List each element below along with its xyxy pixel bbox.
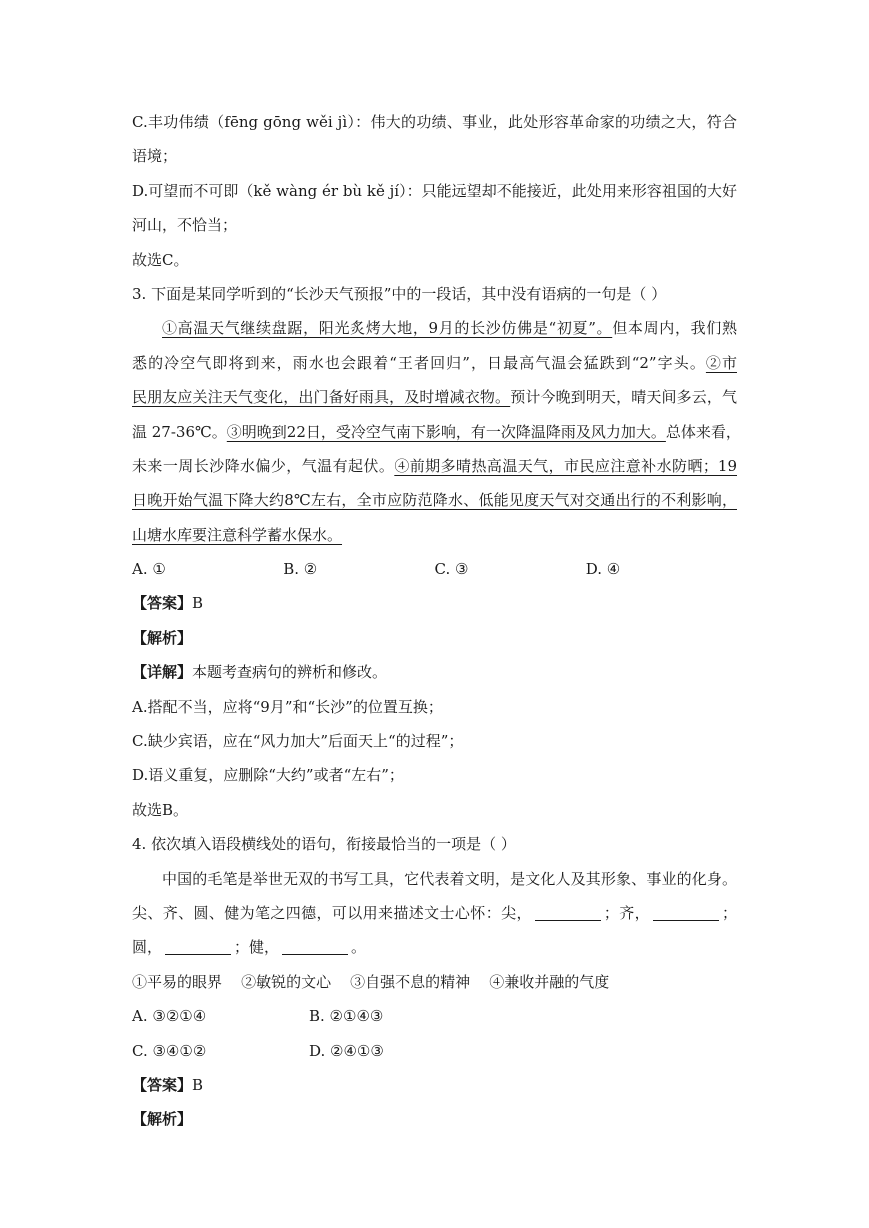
q4-stem: 4. 依次填入语段横线处的语句，衔接最恰当的一项是（ ） [132,835,516,854]
q3-passage-line [132,415,741,449]
q4-passage-line: 中国的毛笔是举世无双的书写工具，它代表着文明，是文化人及其形象、事业的化身。 [162,869,737,888]
passage-text: ；齐， [603,903,650,922]
q3-analysis-tag [132,621,737,655]
sentence-1: ①高温天气继续盘踞，阳光炙烤大地，9月的长沙仿佛是“初夏”。 [162,319,613,338]
q3-passage-line [132,346,737,380]
q3-option-c: C. ③ [434,560,469,579]
q4-analysis-tag [132,1102,737,1136]
passage-text: 温 27-36℃。 [132,422,227,441]
answer-value: B [192,1075,204,1094]
passage-text: 悉的冷空气即将到来，雨水也会跟着“王者回归”，日最高气温会猛跌到“2”字头。 [132,353,706,372]
q3-passage-line [132,449,737,483]
detail-tag: 【详解】 [132,663,193,682]
passage-text: 圆， [132,938,163,957]
q3-options [132,552,737,586]
q4-choices: ①平易的眼界 ②敏锐的文心 ③自强不息的精神 ④兼收并融的气度 [132,972,610,991]
detail-text: 本题考查病句的辨析和修改。 [192,663,388,682]
q4-option-c: C. ③④①② [132,1041,207,1060]
q3-passage-line [132,518,737,552]
analysis-tag: 【解析】 [132,628,193,647]
passage-text: 未来一周长沙降水偏少，气温有起伏。 [132,456,395,475]
q3-option-a: A. ① [132,560,166,579]
q2-option-c-explanation: C.丰功伟绩（fēng gōng wěi jì）：伟大的功绩、事业，此处形容革命家的功绩之大，符合 [132,113,737,131]
q4-passage-line [132,930,737,964]
sentence-2-cont: 民朋友应关注天气变化，出门备好雨具，及时增减衣物。 [132,388,511,407]
passage-text: 总体来看， [665,422,741,441]
q4-option-b: B. ②①④③ [309,1007,384,1026]
passage-text: ； [721,903,737,922]
q4-options-row-1 [132,999,737,1033]
answer-tag: 【答案】 [132,1075,193,1094]
q2-conclusion: 故选C。 [132,250,189,269]
sentence-4-cont: 山塘水库要注意科学蓄水保水。 [132,525,343,544]
sentence-4: ④前期多晴热高温天气，市民应注意补水防晒；19 [394,456,737,475]
q3-option-d: D. ④ [585,560,621,579]
q3-note-d: D.语义重复，应删除“大约”或者“左右”； [132,766,404,785]
sentence-2: ②市 [705,353,737,372]
blank-4 [282,932,348,955]
passage-text: 预计今晚到明天，晴天间多云，气 [510,388,737,407]
q4-option-a: A. ③②①④ [132,1007,207,1026]
sentence-3: ③明晚到22日，受冷空气南下影响，有一次降温降雨及风力加大。 [226,422,666,441]
q2-option-d-explanation: D.可望而不可即（kě wàng ér bù kě jí）：只能远望却不能接近，此处用来形容祖国的大好 [132,181,737,200]
q3-conclusion: 故选B。 [132,800,189,819]
q3-option-b: B. ② [283,560,318,579]
q3-note-c: C.缺少宾语，应在“风力加大”后面天上“的过程”； [132,732,464,751]
q4-options-row-2 [132,1034,737,1068]
q3-passage-line [132,483,737,517]
q2-option-d-explanation-cont: 河山，不恰当； [132,216,238,235]
blank-1 [535,898,601,921]
q3-passage-line [132,380,737,414]
q4-passage-line [132,896,737,930]
blank-3 [165,932,231,955]
analysis-tag: 【解析】 [132,1110,193,1129]
passage-text: 。 [351,938,367,957]
passage-text: ；健， [234,938,280,957]
q3-passage-line [132,311,737,345]
q4-answer [132,1068,737,1102]
q3-stem: 3. 下面是某同学听到的“长沙天气预报”中的一段话，其中没有语病的一句是（ ） [132,284,667,303]
q4-option-d: D. ②④①③ [309,1041,384,1060]
q3-answer [132,586,737,620]
blank-2 [653,898,719,921]
passage-text: 但本周内，我们熟 [612,319,737,338]
sentence-4-cont: 日晚开始气温下降大约8℃左右，全市应防范降水、低能见度天气对交通出行的不利影响， [132,491,737,510]
answer-tag: 【答案】 [132,594,193,613]
q2-option-c-explanation-cont: 语境； [132,147,178,166]
q3-detail [132,655,737,689]
answer-value: B [192,594,204,613]
q3-note-a: A.搭配不当，应将“9月”和“长沙”的位置互换； [132,697,443,716]
passage-text: 尖、齐、圆、健为笔之四德，可以用来描述文士心怀：尖， [132,903,532,922]
